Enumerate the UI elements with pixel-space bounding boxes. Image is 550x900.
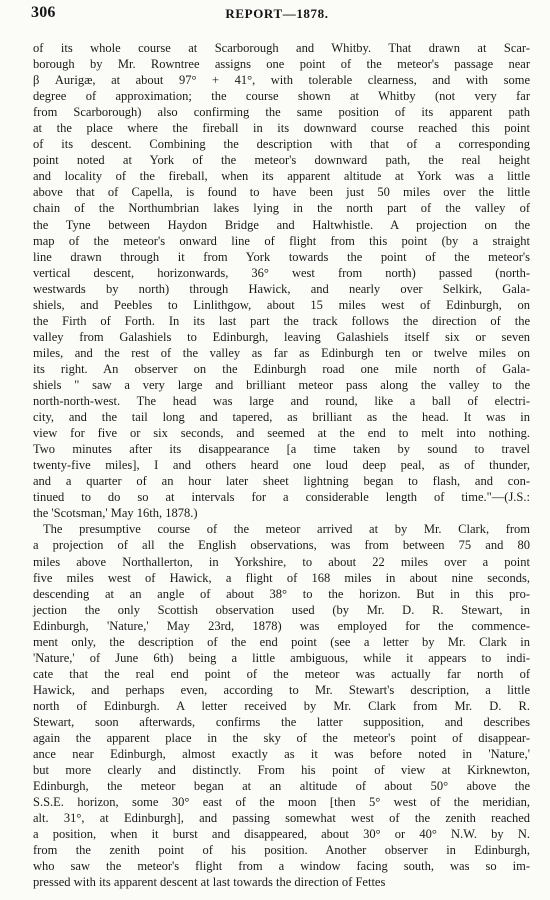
paragraph: [33, 40, 530, 521]
text-line: Stewart, soon afterwards, confirms the latter supposition, and describes: [33, 714, 530, 729]
text-line: north of Edinburgh. A letter received by Mr. Clark from Mr. D. R.: [33, 698, 530, 713]
text-line: ance near Edinburgh, almost exactly as it was before noted in 'Nature,': [33, 747, 530, 762]
paragraph: [33, 521, 530, 890]
text-line: at the place where the fireball in its downward course reached this point: [33, 121, 530, 136]
text-line: 'Nature,' of June 6th) being a little ambiguous, while it appears to indi-: [33, 650, 530, 665]
running-head: REPORT—1878.: [225, 6, 329, 21]
text-line: from the zenith point of his position. Another observer in Edinburgh,: [33, 843, 530, 858]
text-line: of its descent. Combining the description with that of a corresponding: [33, 137, 530, 152]
text-line: who saw the meteor's flight from a window facing south, was so im-: [33, 859, 530, 874]
text-line: Hawick, and perhaps even, according to Mr. Stewart's description, a little: [33, 682, 530, 697]
text-line: alt. 31°, at Edinburgh], and passing somewhat west of the zenith reached: [33, 811, 530, 826]
text-line: β Aurigæ, at about 97° + 41°, with tolerable clearness, and with some: [33, 73, 530, 88]
text-line: five miles west of Hawick, a flight of 168 miles in about nine seconds,: [33, 570, 530, 585]
page-number: 306: [31, 4, 56, 21]
text-line: again the apparent place in the sky of the meteor's point of disappear-: [33, 731, 530, 746]
text-line: jection the only Scottish observation used (by Mr. D. R. Stewart, in: [33, 602, 530, 617]
text-line: S.S.E. horizon, some 30° east of the moon [then 5° west of the meridian,: [33, 795, 530, 810]
text-line: Edinburgh, 'Nature,' May 23rd, 1878) was employed for the commence-: [33, 618, 530, 633]
text-line: pressed with its apparent descent at last towards the direction of Fettes: [33, 875, 386, 890]
text-line: above that of Capella, is found to have been just 50 miles over the little: [33, 185, 530, 200]
text-line: cate that the real end point of the meteor was actually far north of: [33, 666, 530, 681]
text-line: north-north-west. The head was large and round, like a ball of electri-: [33, 394, 530, 409]
text-line: view for five or six seconds, and seemed at the end to melt into nothing.: [33, 426, 530, 441]
text-line: borough by Mr. Rowntree assigns one point of the meteor's passage near: [33, 57, 530, 72]
text-line: chain of the Northumbrian lakes lying in the north part of the valley of: [33, 201, 530, 216]
text-line: westwards by north) through Hawick, and nearly over Selkirk, Gala-: [33, 281, 530, 296]
body-text: [33, 40, 530, 890]
text-line: shiels, and Peebles to Linlithgow, about 15 miles west of Edinburgh, on: [33, 297, 530, 312]
text-line: point noted at York of the meteor's downward path, the real height: [33, 153, 530, 168]
text-line: the Firth of Forth. In its last part the track follows the direction of the: [33, 313, 530, 328]
text-line: descending at an angle of about 38° to the horizon. But in this pro-: [33, 586, 530, 601]
text-line: Two minutes after its disappearance [a time taken by sound to travel: [33, 442, 530, 457]
text-line: from Scarborough) also confirming the same position of its apparent path: [33, 105, 530, 120]
text-line: miles, and the rest of the valley as far as Edinburgh ten or twelve miles on: [33, 345, 530, 360]
text-line: degree of approximation; the course shown at Whitby (not very far: [33, 89, 530, 104]
text-line: and a quarter of an hour later sheet lightning began to flash, and con-: [33, 474, 530, 489]
text-line: The presumptive course of the meteor arrived at by Mr. Clark, from: [43, 522, 530, 537]
text-line: ment only, the description of the end point (see a letter by Mr. Clark in: [33, 634, 530, 649]
page-header: [26, 2, 528, 26]
text-line: twenty-five miles], I and others heard one loud deep peal, as of thunder,: [33, 458, 530, 473]
text-line: but more clearly and distinctly. From his point of view at Kirknewton,: [33, 763, 530, 778]
text-line: a position, when it burst and disappeared, about 30° or 40° N.W. by N.: [33, 827, 530, 842]
text-line: the Tyne between Haydon Bridge and Haltwhistle. A projection on the: [33, 217, 530, 232]
text-line: the 'Scotsman,' May 16th, 1878.): [33, 506, 198, 521]
text-line: and locality of the fireball, when its apparent altitude at York was a little: [33, 169, 530, 184]
text-line: a projection of all the English observations, was from between 75 and 80: [33, 538, 530, 553]
text-line: miles above Northallerton, in Yorkshire, to about 22 miles over a point: [33, 554, 530, 569]
text-line: vertical descent, horizonwards, 36° west from north) passed (north-: [33, 265, 530, 280]
text-line: shiels " saw a very large and brilliant meteor pass along the valley to the: [33, 377, 530, 392]
text-line: tinued to do so at intervals for a considerable length of time."—(J.S.:: [33, 490, 530, 505]
text-line: valley from Galashiels to Edinburgh, leaving Galashiels itself six or seven: [33, 329, 530, 344]
text-line: city, and the tail long and tapered, as brilliant as the head. It was in: [33, 410, 530, 425]
text-line: its right. An observer on the Edinburgh road one mile north of Gala-: [33, 361, 530, 376]
text-line: Edinburgh, the meteor began at an altitude of about 50° above the: [33, 779, 530, 794]
text-line: line drawn through it from York towards the point of the meteor's: [33, 249, 530, 264]
text-line: of its whole course at Scarborough and Whitby. That drawn at Scar-: [33, 41, 530, 55]
text-line: map of the meteor's onward line of flight from this point (by a straight: [33, 233, 530, 248]
